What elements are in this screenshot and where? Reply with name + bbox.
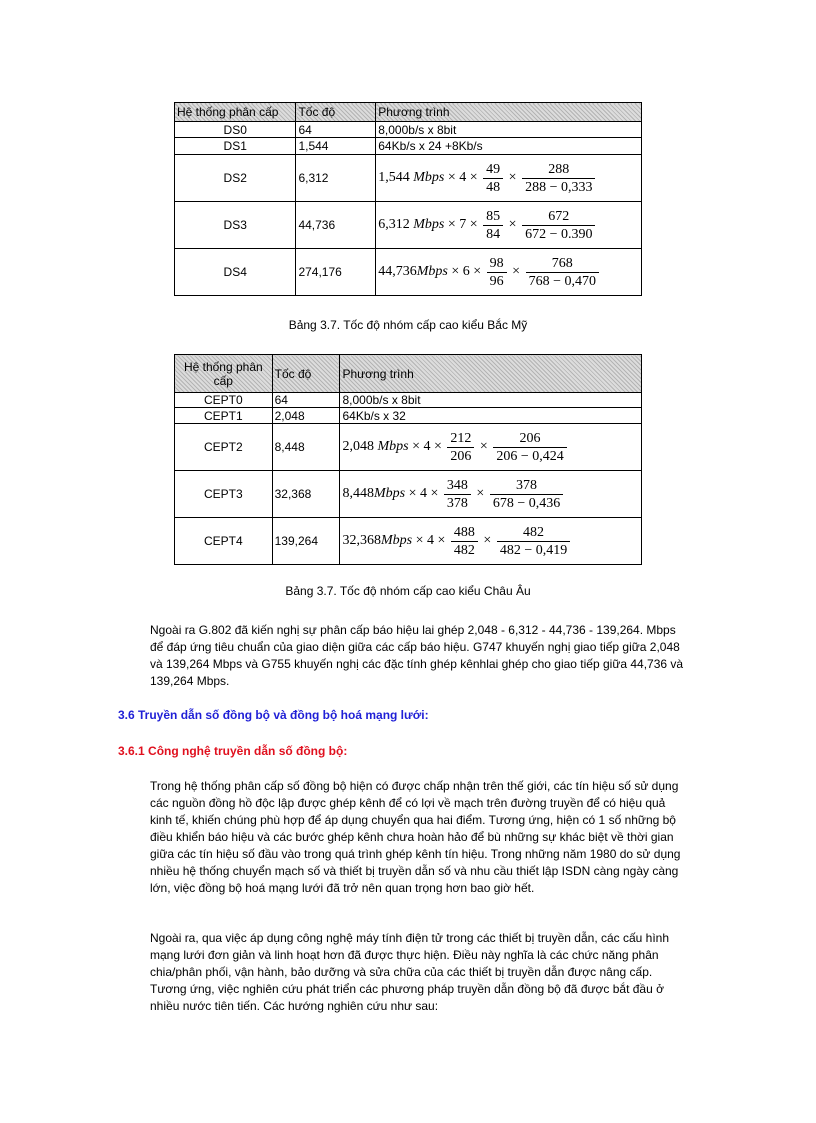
- fraction-denominator: 288 − 0,333: [525, 179, 593, 195]
- table-row: [175, 155, 642, 202]
- cell-equation: 8,000b/s x 8bit: [376, 122, 642, 138]
- cell-rate: 64: [296, 122, 376, 138]
- formula-base: 8,448: [342, 486, 374, 502]
- table-row: [175, 202, 642, 249]
- section-heading-3-6: 3.6 Truyền dẫn số đồng bộ và đồng bộ hoá mạng lưới:: [118, 708, 429, 722]
- paragraph-g802: Ngoài ra G.802 đã kiến nghị sự phân cấp báo hiệu lai ghép 2,048 - 6,312 - 44,736 - 139,264. Mbps để đáp ứng tiêu chuẩn của giao diện giữa các cấp báo hiệu. G747 khuyến nghị giao tiếp giữa 2,048 và 139,264 Mbps và G755 khuyến nghị các đặc tính ghép kênhlai ghép cho giao tiếp giữa 44,736 và 139,264 Mbps.: [150, 623, 684, 688]
- table-row: [175, 424, 642, 471]
- cell-equation: 8,000b/s x 8bit: [340, 393, 642, 408]
- formula: 6,312 Mbps × 7 × $\frac{85}{84}$ × $\frac{672}{672 - 0.390}$: [378, 217, 597, 232]
- paragraph-sync-hierarchy: Trong hệ thống phân cấp số đồng bộ hiện có được chấp nhận trên thế giới, các tín hiệu số sử dụng các nguồn đồng hồ độc lập được ghép kênh để có lợi về mạch trên đường truyền để có hiệu quả kinh tế, khiến chúng phù hợp để áp dụng chuyển qua hai điểm. Tương ứng, hiện có 1 số những bộ điều khiển báo hiệu và các bước ghép kênh chưa hoàn hảo để bù những sự khác biệt về thời gian giữa các tín hiệu số đầu vào trong quá trình ghép kênh tín hiệu. Trong những năm 1980 do sử dụng nhiều hệ thống chuyển mạch số và thiết bị truyền dẫn số và nhu cầu thiết lập ISDN càng ngày càng lớn, việc đồng bộ hoá mạng lưới đã trở nên quan trọng hơn bao giờ hết.: [150, 779, 681, 895]
- cell-system: DS1: [175, 138, 296, 155]
- cell-system: CEPT3: [175, 471, 273, 518]
- fraction-denominator: 96: [489, 273, 504, 289]
- fraction: [493, 431, 566, 464]
- fraction-numerator: 98: [487, 256, 507, 273]
- formula-multiplier: 4: [423, 439, 431, 455]
- formula-unit: Mbps: [416, 264, 448, 280]
- fraction-numerator: 288: [522, 162, 595, 179]
- cell-equation: 64Kb/s x 24 +8Kb/s: [376, 138, 642, 155]
- fraction-numerator: 672: [522, 209, 595, 226]
- fraction: [451, 525, 478, 558]
- table-row: [175, 122, 642, 138]
- fraction: [447, 431, 474, 464]
- col-header-system: Hệ thống phân cấp: [175, 355, 273, 393]
- formula: 44,736Mbps × 6 × $\frac{98}{96}$ × $\frac{768}{768 - 0,470}$: [378, 264, 601, 279]
- formula-base: 6,312: [378, 217, 410, 233]
- table-caption-europe: Bảng 3.7. Tốc độ nhóm cấp cao kiểu Châu Âu: [285, 584, 531, 598]
- table-header-row: [175, 355, 642, 393]
- formula-multiplier: 6: [462, 264, 470, 280]
- paragraph-computer-tech: Ngoài ra, qua việc áp dụng công nghệ máy tính điện tử trong các thiết bị truyền dẫn, các cấu hình mạng lưới đơn giản và linh hoạt hơn đã được thực hiện. Điều này nghĩa là các chức năng phân chia/phân phối, vận hành, bảo dưỡng và sửa chữa của các thiết bị truyền dẫn được nâng cấp. Tương ứng, việc nghiên cứu phát triển các phương pháp truyền dẫn đồng bộ đã được bắt đầu ở nhiều nước tiên tiến. Các hướng nghiên cứu như sau:: [150, 931, 670, 1013]
- fraction-numerator: 378: [490, 478, 563, 495]
- fraction-denominator: 482: [453, 542, 475, 558]
- fraction-denominator: 48: [486, 179, 501, 195]
- table-row: [175, 393, 642, 408]
- fraction-numerator: 85: [483, 209, 503, 226]
- table-row: [175, 249, 642, 296]
- cell-equation: [340, 518, 642, 565]
- fraction: [487, 256, 507, 289]
- fraction-numerator: 206: [493, 431, 566, 448]
- cell-system: DS3: [175, 202, 296, 249]
- cell-equation: [376, 155, 642, 202]
- table-row: [175, 471, 642, 518]
- formula-unit: Mbps: [413, 217, 445, 233]
- fraction-numerator: 348: [444, 478, 471, 495]
- fraction-numerator: 212: [447, 431, 474, 448]
- fraction: [483, 209, 503, 242]
- cell-rate: 139,264: [272, 518, 340, 565]
- fraction: [483, 162, 503, 195]
- cell-system: CEPT0: [175, 393, 273, 408]
- cell-rate: 8,448: [272, 424, 340, 471]
- formula: 1,544 Mbps × 4 × $\frac{49}{48}$ × $\frac{288}{288 - 0,333}$: [378, 170, 597, 185]
- fraction-denominator: 672 − 0.390: [525, 226, 593, 242]
- cell-equation: [376, 249, 642, 296]
- fraction-denominator: 378: [446, 495, 468, 511]
- fraction: [522, 209, 595, 242]
- formula-multiplier: 4: [420, 486, 427, 502]
- formula-base: 2,048: [342, 439, 374, 455]
- col-header-equation: Phương trình: [340, 355, 642, 393]
- cell-equation: [376, 202, 642, 249]
- col-header-rate: Tốc độ: [272, 355, 340, 393]
- fraction-denominator: 678 − 0,436: [492, 495, 561, 511]
- cell-equation: 64Kb/s x 32: [340, 408, 642, 424]
- table-north-america: [174, 102, 642, 296]
- formula-base: 32,368: [342, 533, 381, 549]
- fraction-denominator: 206 − 0,424: [496, 448, 564, 464]
- fraction: [497, 525, 570, 558]
- formula-unit: Mbps: [380, 533, 413, 549]
- cell-system: CEPT1: [175, 408, 273, 424]
- cell-rate: 274,176: [296, 249, 376, 296]
- fraction-denominator: 482 − 0,419: [499, 542, 568, 558]
- cell-system: CEPT2: [175, 424, 273, 471]
- table-row: [175, 408, 642, 424]
- cell-equation: [340, 471, 642, 518]
- formula-base: 44,736: [378, 264, 417, 280]
- formula: 8,448Mbps × 4 × $\frac{348}{378}$ × $\frac{378}{678 - 0,436}$: [342, 486, 565, 501]
- col-header-system: Hệ thống phân cấp: [175, 103, 296, 122]
- formula: 2,048 Mbps × 4 × $\frac{212}{206}$ × $\frac{206}{206 - 0,424}$: [342, 439, 568, 454]
- cell-rate: 64: [272, 393, 340, 408]
- cell-rate: 32,368: [272, 471, 340, 518]
- cell-rate: 44,736: [296, 202, 376, 249]
- table-header-row: [175, 103, 642, 122]
- fraction-numerator: 768: [526, 256, 599, 273]
- cell-system: CEPT4: [175, 518, 273, 565]
- table-europe: [174, 354, 642, 565]
- fraction: [522, 162, 595, 195]
- table-row: [175, 138, 642, 155]
- col-header-rate: Tốc độ: [296, 103, 376, 122]
- fraction: [444, 478, 471, 511]
- formula-unit: Mbps: [373, 486, 406, 502]
- cell-system: DS0: [175, 122, 296, 138]
- fraction-denominator: 84: [486, 226, 501, 242]
- table-caption-north-america: Bảng 3.7. Tốc độ nhóm cấp cao kiểu Bắc Mỹ: [288, 318, 528, 332]
- formula-base: 1,544: [378, 170, 410, 186]
- fraction-numerator: 49: [483, 162, 503, 179]
- cell-rate: 1,544: [296, 138, 376, 155]
- cell-system: DS2: [175, 155, 296, 202]
- cell-rate: 6,312: [296, 155, 376, 202]
- fraction: [490, 478, 563, 511]
- formula-multiplier: 7: [459, 217, 467, 233]
- formula-unit: Mbps: [377, 439, 409, 455]
- cell-rate: 2,048: [272, 408, 340, 424]
- formula: 32,368Mbps × 4 × $\frac{488}{482}$ × $\frac{482}{482 - 0,419}$: [342, 533, 572, 548]
- fraction-numerator: 488: [451, 525, 478, 542]
- formula-unit: Mbps: [413, 170, 445, 186]
- section-heading-3-6-1: 3.6.1 Công nghệ truyền dẫn số đồng bộ:: [118, 744, 348, 758]
- col-header-equation: Phương trình: [376, 103, 642, 122]
- cell-equation: [340, 424, 642, 471]
- table-row: [175, 518, 642, 565]
- formula-multiplier: 4: [459, 170, 467, 186]
- fraction-denominator: 206: [450, 448, 472, 464]
- fraction-denominator: 768 − 0,470: [528, 273, 596, 289]
- fraction-numerator: 482: [497, 525, 570, 542]
- cell-system: DS4: [175, 249, 296, 296]
- formula-multiplier: 4: [427, 533, 434, 549]
- fraction: [526, 256, 599, 289]
